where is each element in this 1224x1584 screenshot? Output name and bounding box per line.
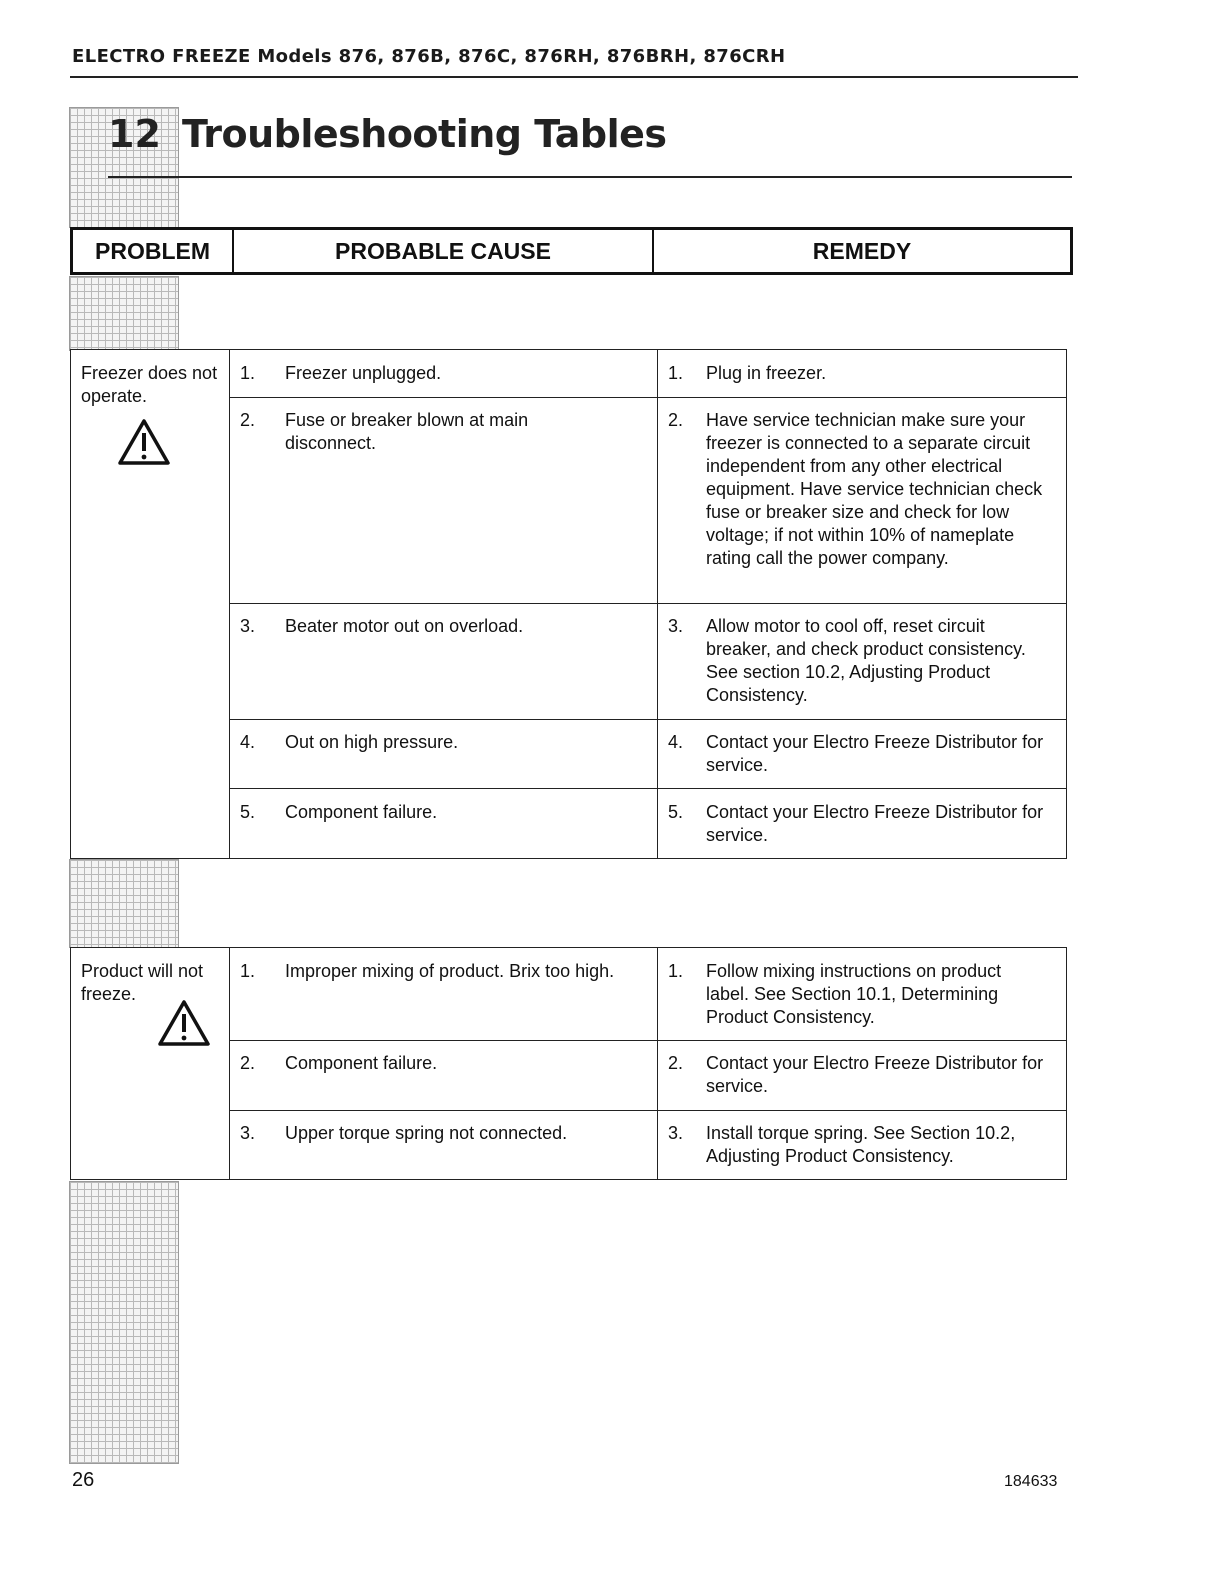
remedy-text: Plug in freezer. bbox=[706, 363, 827, 383]
grid-strip-3 bbox=[69, 859, 179, 948]
cause-number: 2. bbox=[240, 1053, 256, 1073]
header-problem: PROBLEM bbox=[73, 230, 234, 272]
problem-label: Product will not freeze. bbox=[81, 961, 204, 1004]
warning-triangle-icon bbox=[117, 418, 171, 466]
chapter-number: 12 bbox=[108, 112, 161, 156]
column-divider bbox=[657, 350, 658, 858]
remedy-text: Contact your Electro Freeze Distributor for service. bbox=[706, 732, 1044, 775]
column-divider bbox=[229, 948, 230, 1179]
cause-number: 2. bbox=[240, 410, 256, 430]
remedy-text: Allow motor to cool off, reset circuit breaker, and check product consistency. See section 10.2, Adjusting Product Consistency. bbox=[706, 616, 1026, 705]
row-divider bbox=[229, 788, 1067, 789]
trouble-section-1 bbox=[70, 349, 1067, 859]
title-rule bbox=[108, 176, 1072, 178]
row-divider bbox=[229, 719, 1067, 720]
running-header: ELECTRO FREEZE Models 876, 876B, 876C, 876RH, 876BRH, 876CRH bbox=[72, 46, 786, 67]
header-remedy: REMEDY bbox=[812, 237, 912, 264]
remedy-number: 3. bbox=[668, 1123, 684, 1143]
remedy-number: 1. bbox=[668, 961, 684, 981]
cause-number: 4. bbox=[240, 732, 256, 752]
cause-number: 3. bbox=[240, 1123, 256, 1143]
remedy-number: 2. bbox=[668, 1053, 684, 1073]
row-divider bbox=[229, 1040, 1067, 1041]
header-probable-cause: PROBABLE CAUSE bbox=[234, 230, 654, 272]
header-rule bbox=[70, 76, 1078, 78]
remedy-text: Contact your Electro Freeze Distributor for service. bbox=[706, 1053, 1044, 1096]
cause-number: 3. bbox=[240, 616, 256, 636]
cause-text: Out on high pressure. bbox=[285, 732, 459, 752]
cause-text: Freezer unplugged. bbox=[285, 363, 442, 383]
cause-text: Beater motor out on overload. bbox=[285, 616, 524, 636]
remedy-text: Contact your Electro Freeze Distributor for service. bbox=[706, 802, 1044, 845]
warning-triangle-icon bbox=[157, 999, 211, 1047]
chapter-title: Troubleshooting Tables bbox=[182, 112, 667, 156]
cause-number: 5. bbox=[240, 802, 256, 822]
cause-number: 1. bbox=[240, 363, 256, 383]
document-number: 184633 bbox=[1004, 1473, 1058, 1490]
remedy-text: Have service technician make sure your freezer is connected to a separate circuit independent from any other electrical equipment. Have service technician check fuse or breaker size and check for low voltage; if not within 10% of nameplate rating call the power company. bbox=[706, 410, 1043, 568]
remedy-text: Follow mixing instructions on product label. See Section 10.1, Determining Product Consistency. bbox=[706, 961, 1002, 1027]
cause-text: Component failure. bbox=[285, 1053, 438, 1073]
cause-text: Upper torque spring not connected. bbox=[285, 1123, 568, 1143]
row-divider bbox=[229, 1110, 1067, 1111]
row-divider bbox=[229, 603, 1067, 604]
cause-text: Component failure. bbox=[285, 802, 438, 822]
remedy-text: Install torque spring. See Section 10.2, Adjusting Product Consistency. bbox=[706, 1123, 1016, 1166]
table-header bbox=[70, 227, 1073, 275]
cause-text: Fuse or breaker blown at main disconnect. bbox=[285, 410, 529, 453]
grid-strip-2 bbox=[69, 276, 179, 351]
row-divider bbox=[229, 397, 1067, 398]
remedy-number: 3. bbox=[668, 616, 684, 636]
cause-number: 1. bbox=[240, 961, 256, 981]
remedy-number: 5. bbox=[668, 802, 684, 822]
cause-text: Improper mixing of product. Brix too high. bbox=[285, 961, 615, 981]
remedy-number: 4. bbox=[668, 732, 684, 752]
remedy-number: 2. bbox=[668, 410, 684, 430]
column-divider bbox=[657, 948, 658, 1179]
trouble-section-2 bbox=[70, 947, 1067, 1180]
page-number: 26 bbox=[72, 1469, 95, 1491]
column-divider bbox=[229, 350, 230, 858]
grid-strip-bottom bbox=[69, 1181, 179, 1464]
remedy-number: 1. bbox=[668, 363, 684, 383]
problem-label: Freezer does not operate. bbox=[81, 363, 218, 406]
